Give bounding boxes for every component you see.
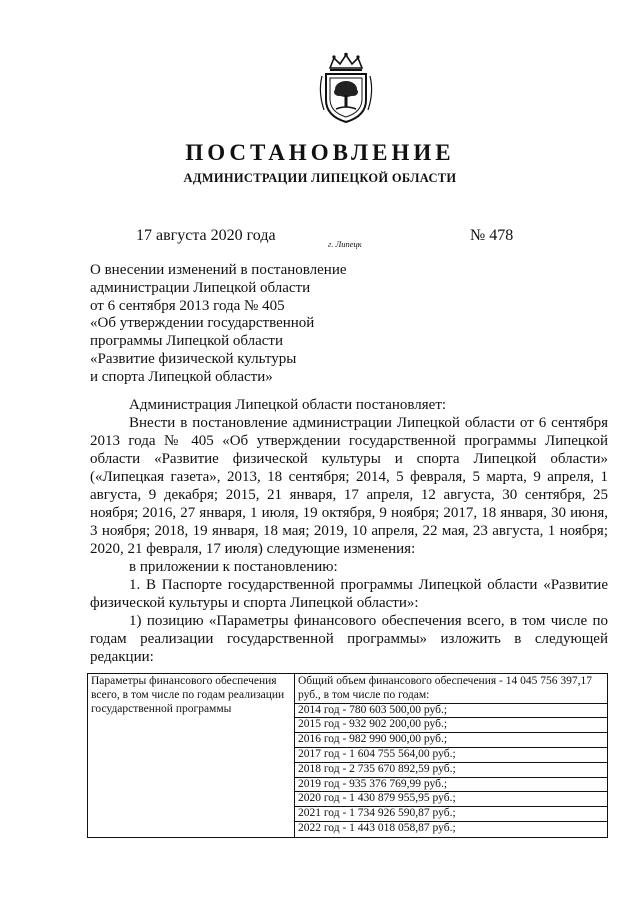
subject-line: от 6 сентября 2013 года № 405	[90, 297, 285, 314]
amendment-paragraph: Внести в постановление администрации Липецкой области от 6 сентября 2013 года № 405 «Об утверждении государственной программы Липецкой области «Развитие физической культуры и спорта Липецкой области» («Липецкая газета», 2013, 18 сентября; 2014, 5 февраля, 5 марта, 9 апреля, 1 августа, 9 декабря; 2015, 21 января, 17 апреля, 12 августа, 30 сентября, 25 ноября; 2016, 27 января, 1 июля, 19 октября, 9 ноября; 2017, 18 января, 30 июня, 3 ноября; 2018, 19 января, 18 мая; 2019, 10 апреля, 22 мая, 23 августа, 1 ноября; 2020, 21 февраля, 17 июля) следующие изменения:	[90, 415, 608, 557]
appendix-paragraph: в приложении к постановлению:	[129, 559, 338, 575]
document-number: № 478	[470, 227, 514, 244]
subject-line: программы Липецкой области	[90, 333, 284, 350]
document-city: г. Липецк	[328, 239, 362, 249]
year-amount: 2020 год - 1 430 879 955,95 руб.;	[295, 792, 607, 807]
year-amount: 2018 год - 2 735 670 892,59 руб.;	[295, 763, 607, 778]
document-subtitle: АДМИНИСТРАЦИИ ЛИПЕЦКОЙ ОБЛАСТИ	[183, 171, 457, 185]
year-amount: 2022 год - 1 443 018 058,87 руб.;	[298, 821, 456, 834]
document-title: ПОСТАНОВЛЕНИЕ	[185, 140, 455, 165]
year-amount: 2019 год - 935 376 769,99 руб.;	[295, 778, 607, 793]
year-amount: 2014 год - 780 603 500,00 руб.;	[295, 704, 607, 719]
year-amount: 2017 год - 1 604 755 564,00 руб.;	[295, 748, 607, 763]
financing-table	[87, 673, 608, 838]
subject-line: «Об утверждении государственной	[90, 315, 315, 332]
subject-line: и спорта Липецкой области»	[90, 368, 273, 385]
parameter-values	[295, 674, 608, 838]
document-date: 17 августа 2020 года	[136, 227, 276, 244]
year-amount: 2015 год - 932 902 200,00 руб.;	[295, 718, 607, 733]
year-amount: 2016 год - 982 990 900,00 руб.;	[295, 733, 607, 748]
parameter-label: Параметры финансового обеспечения всего, в том числе по годам реализации государственной программы	[88, 674, 295, 838]
subject-line: «Развитие физической культуры	[90, 350, 297, 367]
subject-line: О внесении изменений в постановление	[90, 262, 347, 278]
table-row	[88, 674, 608, 838]
lipetsk-coat-of-arms-icon	[316, 52, 376, 124]
subject-line: администрации Липецкой области	[90, 279, 311, 296]
total-financing: Общий объем финансового обеспечения - 14 045 756 397,17 руб., в том числе по годам:	[295, 675, 607, 704]
passport-paragraph: 1. В Паспорте государственной программы Липецкой области «Развитие физической культуры и спорта Липецкой области»:	[90, 577, 608, 611]
resolution-intro: Администрация Липецкой области постановляет:	[129, 397, 447, 413]
position-paragraph: 1) позицию «Параметры финансового обеспечения всего, в том числе по годам реализации государственной программы» изложить в следующей редакции:	[90, 613, 608, 665]
document-body	[90, 396, 608, 666]
year-amount: 2021 год - 1 734 926 590,87 руб.;	[295, 807, 607, 822]
document-subject	[90, 262, 420, 387]
